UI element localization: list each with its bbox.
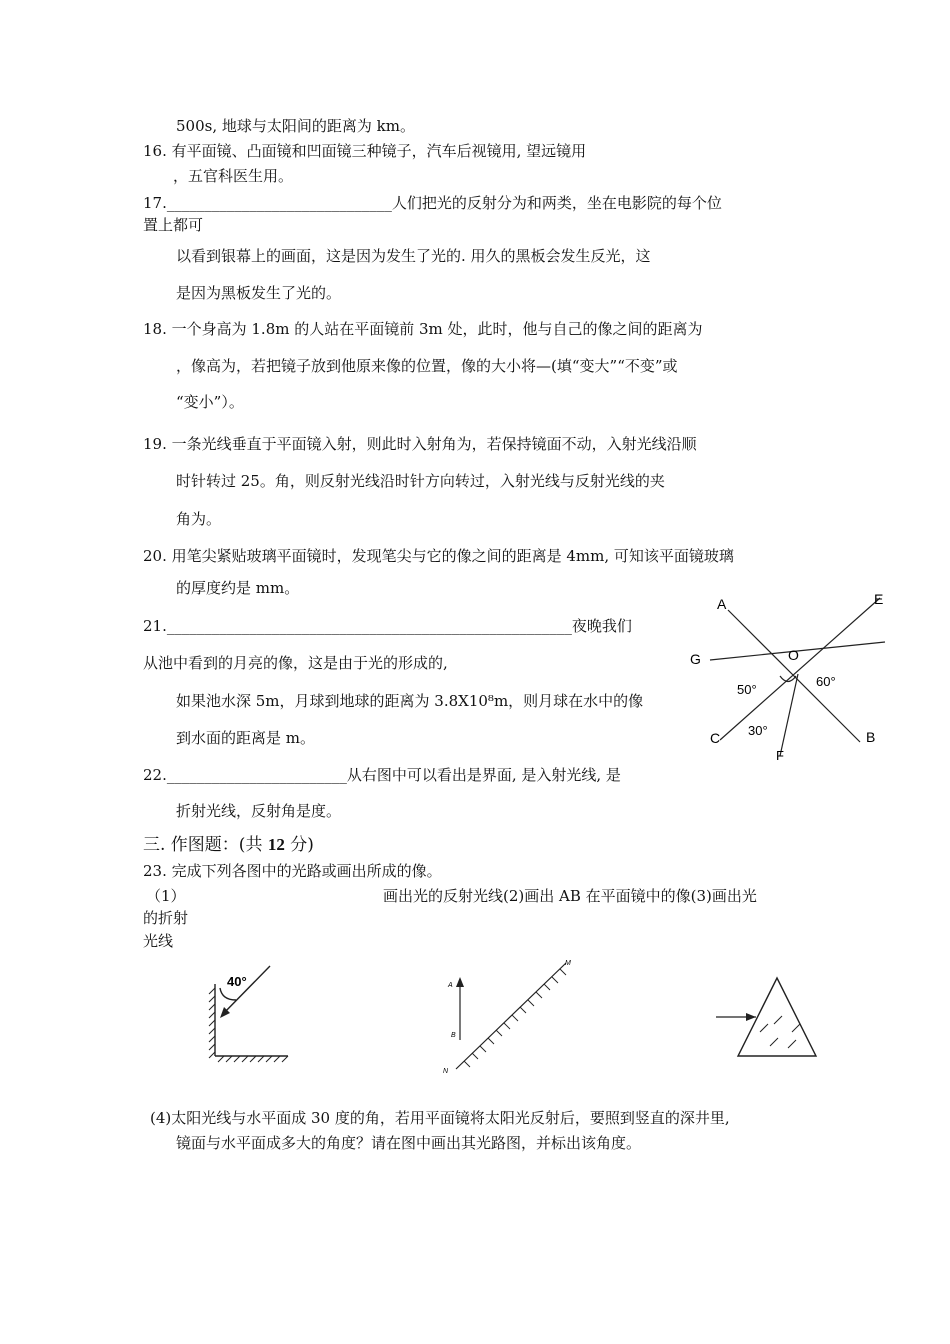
object-arrow-head — [456, 977, 464, 987]
line-c-e — [720, 598, 880, 740]
q23-sub-1: （1） — [146, 887, 186, 905]
q24-line-2: 镜面与水平面成多大的角度？请在图中画出其光路图，并标出该角度。 — [176, 1134, 642, 1152]
angle-50: 50° — [737, 682, 757, 697]
q17-line-4: 是因为黑板发生了光的。 — [176, 284, 342, 302]
q18-line-3: “变小”）。 — [176, 393, 244, 411]
q21-line-1: 21.______________________________________________________夜晚我们 — [143, 617, 632, 635]
label-e: E — [874, 591, 884, 607]
q19-line-1: 19. 一条光线垂直于平面镜入射，则此时入射角为，若保持镜面不动，入射光线沿顺 — [143, 435, 697, 453]
label-f: F — [776, 748, 784, 760]
label-n: N — [443, 1068, 449, 1075]
angle-60: 60° — [816, 674, 836, 689]
q24-line-1: (4)太阳光线与水平面成 30 度的角，若用平面镜将太阳光反射后，要照到竖直的深井里, — [150, 1109, 730, 1127]
q23-sub-3: 的折射 — [143, 909, 189, 927]
q18-line-1: 18. 一个身高为 1.8m 的人站在平面镜前 3m 处，此时，他与自己的像之间的距离为 — [143, 320, 703, 338]
label-b: B — [451, 1032, 456, 1039]
figure-1-corner-mirror — [200, 960, 300, 1072]
angle-40-label: 40° — [227, 974, 247, 989]
figure-3-prism — [712, 970, 824, 1065]
label-a: A — [448, 982, 453, 989]
refraction-diagram — [680, 590, 890, 760]
label-g: G — [690, 651, 701, 667]
q16-line-2: ，五官科医生用。 — [173, 167, 294, 185]
q20-line-1: 20. 用笔尖紧贴玻璃平面镜时，发现笔尖与它的像之间的距离是 4mm, 可知该平面镜玻璃 — [143, 547, 734, 565]
q21-line-4: 到水面的距离是 m。 — [176, 729, 315, 747]
q21-line-2: 从池中看到的月亮的像，这是由于光的形成的, — [143, 654, 448, 672]
q21-line-3: 如果池水深 5m，月球到地球的距离为 3.8X10⁸m，则月球在水中的像 — [176, 692, 644, 710]
label-a: A — [717, 596, 727, 612]
mirror-hatching — [464, 969, 566, 1067]
q15-line-2: 500s, 地球与太阳间的距离为 km。 — [176, 117, 415, 135]
q18-line-2: ，像高为，若把镜子放到他原来像的位置，像的大小将—(填“变大”“不变”或 — [176, 357, 678, 375]
q17-line-3: 以看到银幕上的画面，这是因为发生了光的. 用久的黑板会发生反光，这 — [176, 247, 651, 265]
angle-arc-mark — [780, 676, 796, 682]
glass-hatching — [760, 1016, 800, 1048]
angle-arc — [220, 988, 236, 1000]
label-m: M — [565, 960, 571, 967]
q17-line-2: 置上都可 — [143, 216, 204, 234]
angle-30: 30° — [748, 723, 768, 738]
q23-sub-4: 光线 — [143, 932, 174, 950]
q23-line-1: 23. 完成下列各图中的光路或画出所成的像。 — [143, 862, 442, 880]
label-b: B — [866, 729, 876, 745]
line-o-f — [780, 674, 798, 756]
mirror-hatching — [209, 988, 288, 1062]
label-o: O — [788, 647, 799, 663]
q19-line-2: 时针转过 25。角，则反射光线沿时针方向转过，入射光线与反射光线的夹 — [176, 472, 665, 490]
q23-sub-2: 画出光的反射光线(2)画出 AB 在平面镜中的像(3)画出光 — [383, 887, 757, 905]
figure-2-plane-mirror — [438, 955, 583, 1080]
q16-line-1: 16. 有平面镜、凸面镜和凹面镜三种镜子，汽车后视镜用, 望远镜用 — [143, 142, 587, 160]
q20-line-2: 的厚度约是 mm。 — [176, 579, 300, 597]
ray-arrow — [746, 1013, 756, 1021]
q22-line-1: 22.________________________从右图中可以看出是界面, 是入射光线, 是 — [143, 766, 621, 784]
q17-line-1: 17.______________________________人们把光的反射分为和两类，坐在电影院的每个位 — [143, 194, 722, 212]
section-3-heading: 三. 作图题：(共 12 分) — [143, 835, 314, 855]
q22-line-2: 折射光线，反射角是度。 — [176, 802, 342, 820]
label-c: C — [710, 730, 721, 746]
q19-line-3: 角为。 — [176, 510, 222, 528]
